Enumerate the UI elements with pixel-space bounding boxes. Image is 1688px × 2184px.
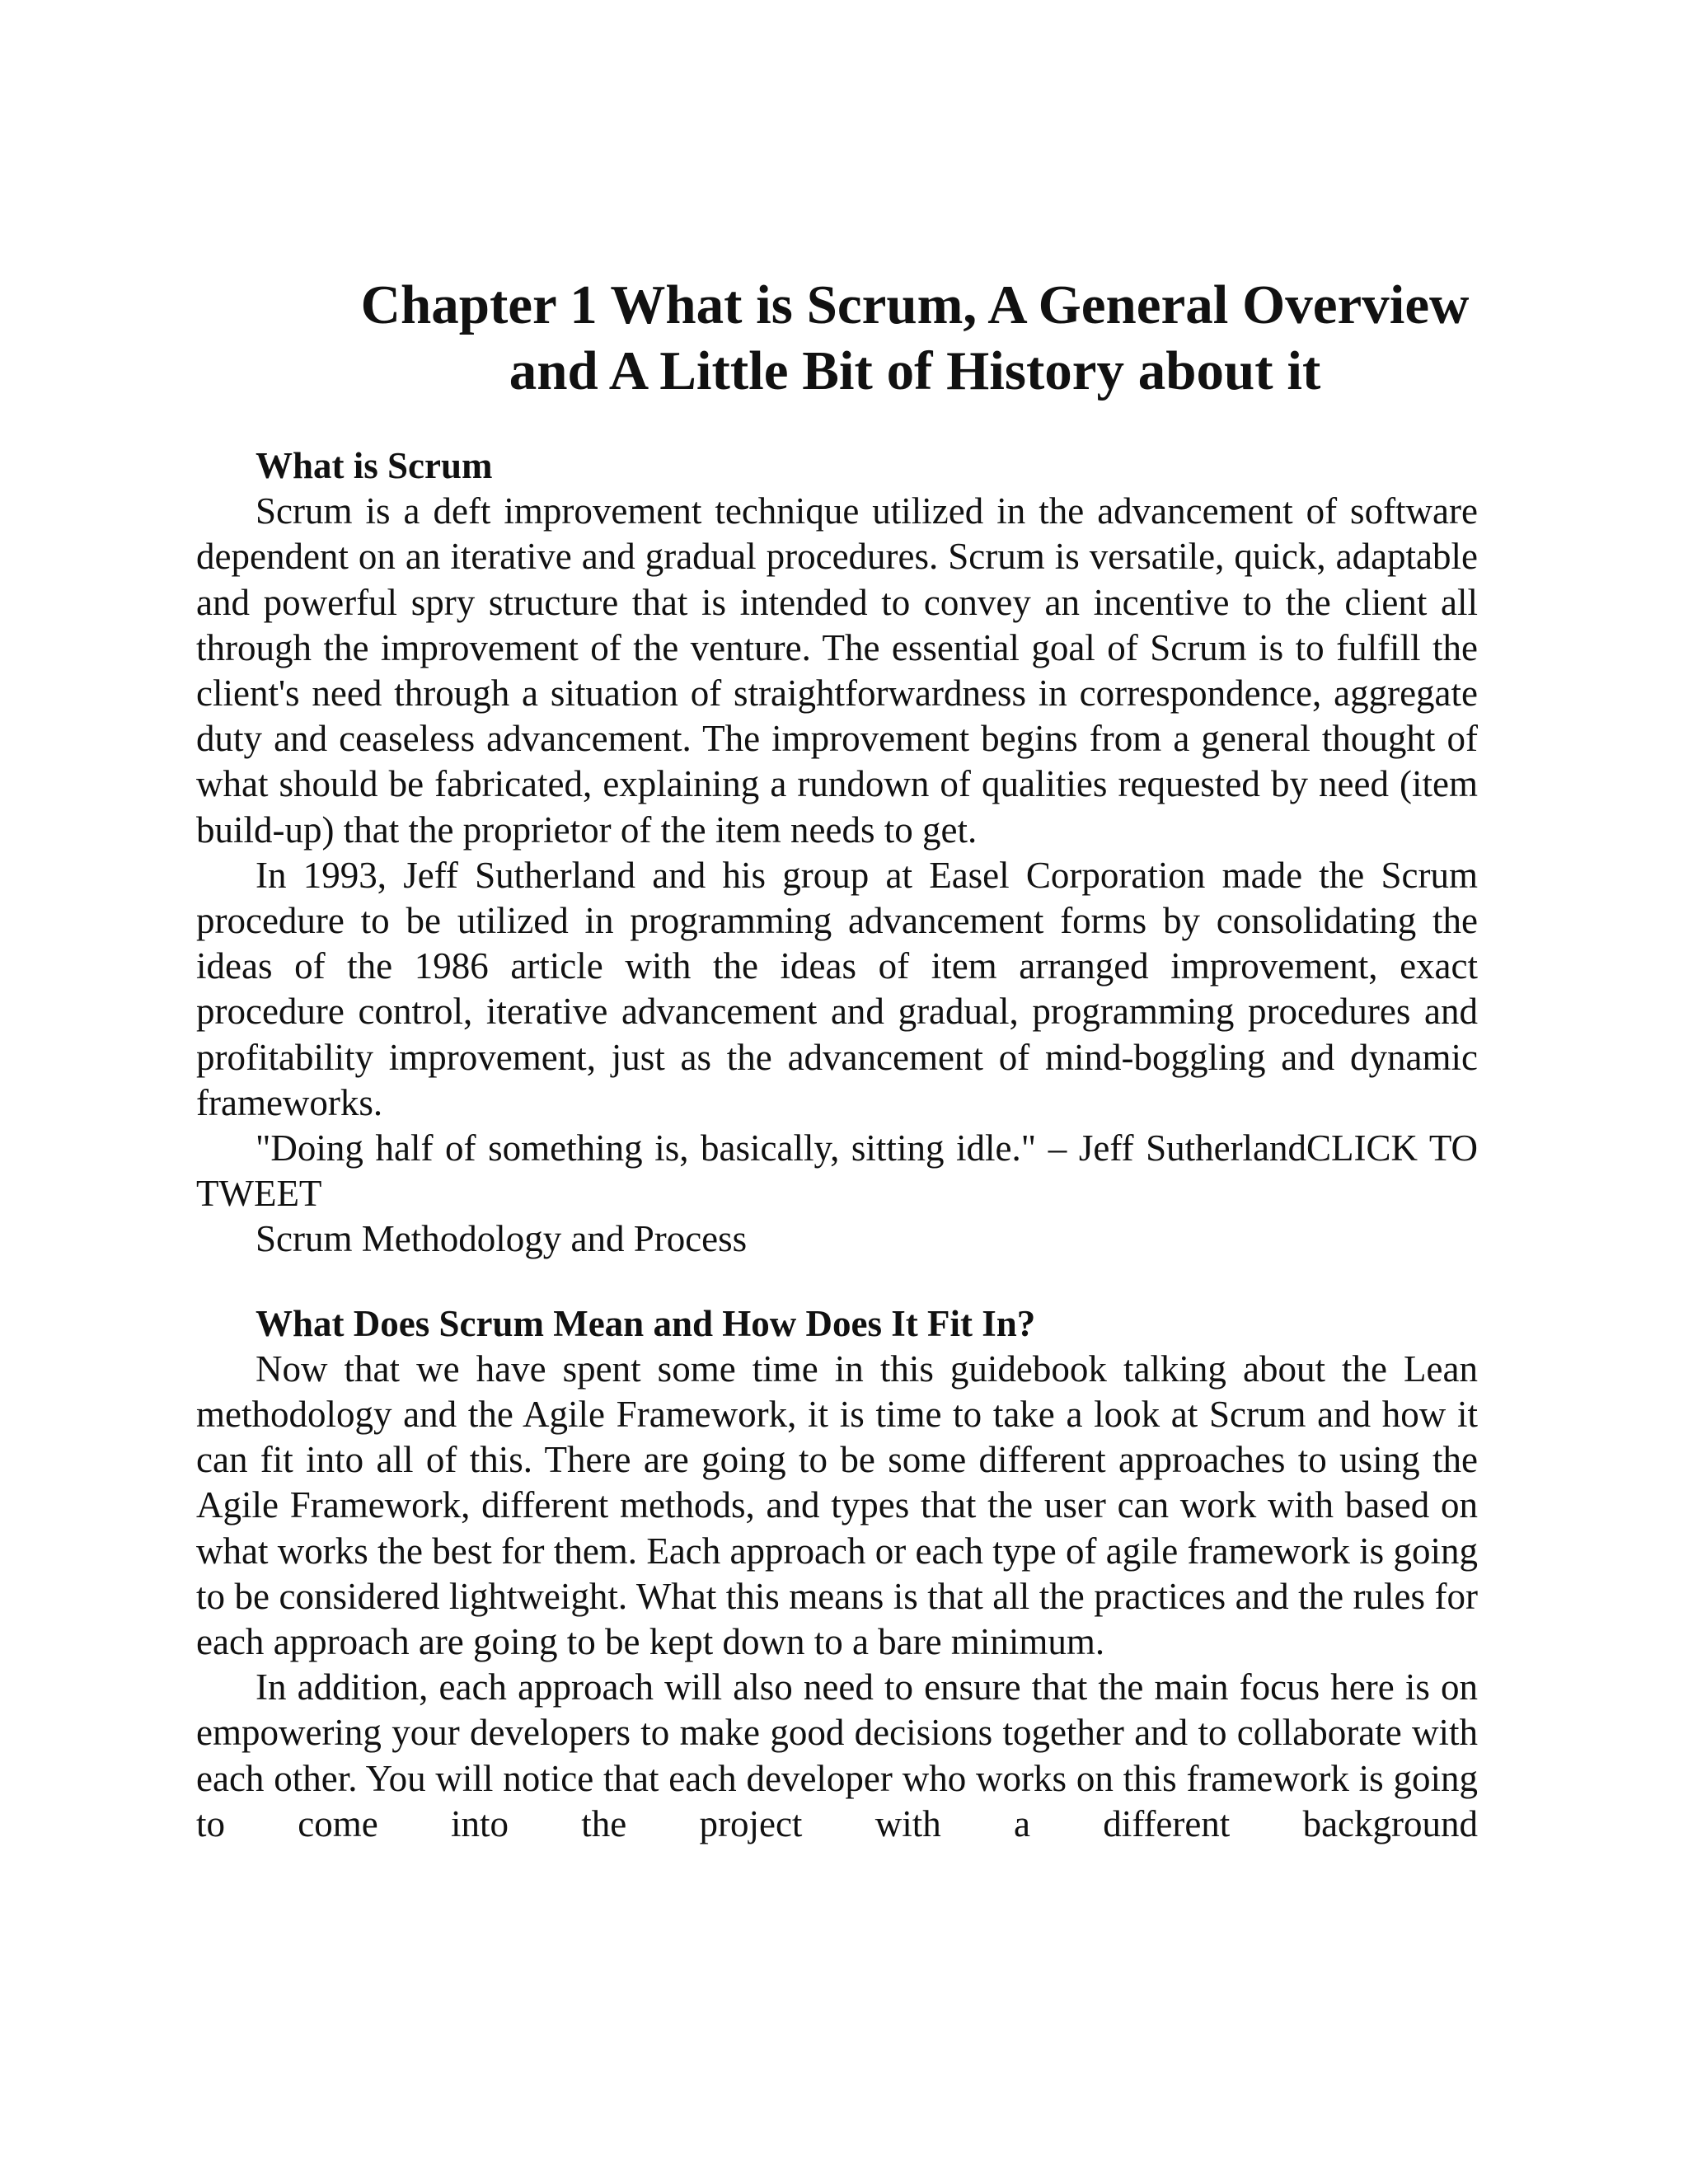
paragraph: Scrum is a deft improvement technique utilized in the advancement of software dependent on an iterative and gradual procedures. Scrum is versatile, quick, adaptable and powerful spry structure that is intended to convey an incentive to the client all through the improvement of the venture. The essential goal of Scrum is to fulfill the client's need through a situation of straightforwardness in correspondence, aggregate duty and ceaseless advancement. The improvement begins from a general thought of what should be fabricated, explaining a rundown of qualities requested by need (item build-up) that the proprietor of the item needs to get. (196, 490, 1478, 851)
chapter-title-line-2: and A Little Bit of History about it (509, 340, 1321, 401)
section-heading-what-does-scrum-mean: What Does Scrum Mean and How Does It Fit In? (256, 1302, 1036, 1344)
chapter-body (196, 443, 1478, 1847)
paragraph: Scrum Methodology and Process (256, 1218, 748, 1260)
chapter-title (313, 272, 1517, 404)
chapter-title-line-1: Chapter 1 What is Scrum, A General Overview (360, 274, 1470, 335)
quote-paragraph: "Doing half of something is, basically, sitting idle." – Jeff SutherlandCLICK TO TWEET (196, 1127, 1478, 1215)
section-heading-what-is-scrum: What is Scrum (256, 445, 493, 486)
paragraph: Now that we have spent some time in this guidebook talking about the Lean methodology and the Agile Framework, it is time to take a look at Scrum and how it can fit into all of this. There are going to be some different approaches to using the Agile Framework, different methods, and types that the user can work with based on what works the best for them. Each approach or each type of agile framework is going to be considered lightweight. What this means is that all the practices and the rules for each approach are going to be kept down to a bare minimum. (196, 1347, 1478, 1663)
paragraph: In 1993, Jeff Sutherland and his group at Easel Corporation made the Scrum procedure to be utilized in programming advancement forms by consolidating the ideas of the 1986 article with the ideas of item arranged improvement, exact procedure control, iterative advancement and gradual, programming procedures and profitability improvement, just as the advancement of mind-boggling and dynamic frameworks. (196, 854, 1478, 1123)
paragraph: In addition, each approach will also need to ensure that the main focus here is on empowering your developers to make good decisions together and to collaborate with each other. You will notice that each developer who works on this framework is going to come into the project with a different background (196, 1666, 1478, 1844)
